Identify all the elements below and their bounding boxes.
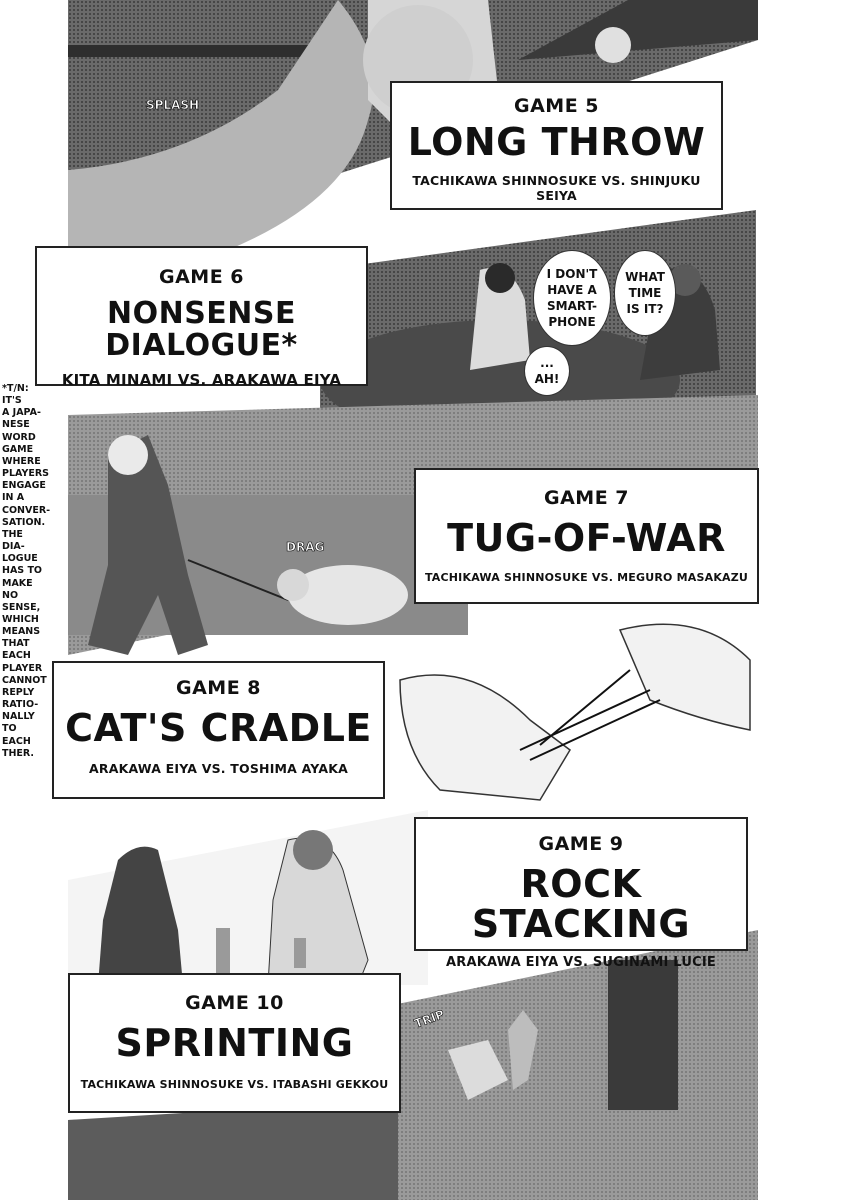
bubble-no-smartphone: I DON'T HAVE A SMART- PHONE [533, 250, 611, 346]
game-5-card [390, 81, 723, 210]
game-8-label: GAME 8 [175, 677, 262, 699]
game-5-name: LONG THROW [407, 120, 706, 164]
game-9-name: ROCK STACKING [471, 862, 691, 946]
game-5-label: GAME 5 [513, 95, 600, 117]
game-6-players: KITA MINAMI VS. ARAKAWA EIYA [61, 371, 342, 389]
game-8-players: ARAKAWA EIYA VS. TOSHIMA AYAKA [89, 760, 348, 776]
game-7-name: TUG-OF-WAR [447, 516, 726, 560]
game-8-card [52, 661, 385, 799]
game-9-label: GAME 9 [538, 833, 624, 855]
game-5-players: TACHIKAWA SHINNOSUKE VS. SHINJUKU SEIYA [412, 172, 701, 203]
splash-sfx: SPLASH [146, 98, 200, 112]
game-8-name: CAT'S CRADLE [65, 706, 372, 750]
game-7-label: GAME 7 [543, 487, 630, 509]
panel-cats-cradle [380, 600, 758, 810]
game-6-name: NONSENSE DIALOGUE* [105, 296, 298, 363]
game-7-players: TACHIKAWA SHINNOSUKE VS. MEGURO MASAKAZU [424, 570, 749, 584]
game-10-players: TACHIKAWA SHINNOSUKE VS. ITABASHI GEKKOU [80, 1077, 389, 1091]
bubble-ah: ... AH! [524, 346, 570, 396]
bubble-what-time: WHAT TIME IS IT? [614, 250, 676, 336]
game-10-card [68, 973, 401, 1113]
game-9-players: ARAKAWA EIYA VS. SUGINAMI LUCIE [446, 954, 716, 970]
game-9-card [414, 817, 748, 970]
game-10-label: GAME 10 [185, 992, 284, 1014]
game-7-card [414, 468, 759, 604]
drag-sfx: DRAG [286, 540, 325, 554]
game-6-label: GAME 6 [158, 266, 245, 288]
game-6-card [35, 246, 368, 389]
trip-sfx: TRIP [412, 1007, 447, 1031]
translator-note: *T/N: IT'S A JAPA- NESE WORD GAME WHERE PLAYERS ENGAGE IN A CONVER- SATION. THE DIA- LOGUE HAS TO MAKE NO SENSE, WHICH MEANS THAT EACH PLAYER CANNOT REPLY RATIO- NALLY TO EACH THER. [2, 383, 51, 759]
game-10-name: SPRINTING [115, 1021, 354, 1065]
